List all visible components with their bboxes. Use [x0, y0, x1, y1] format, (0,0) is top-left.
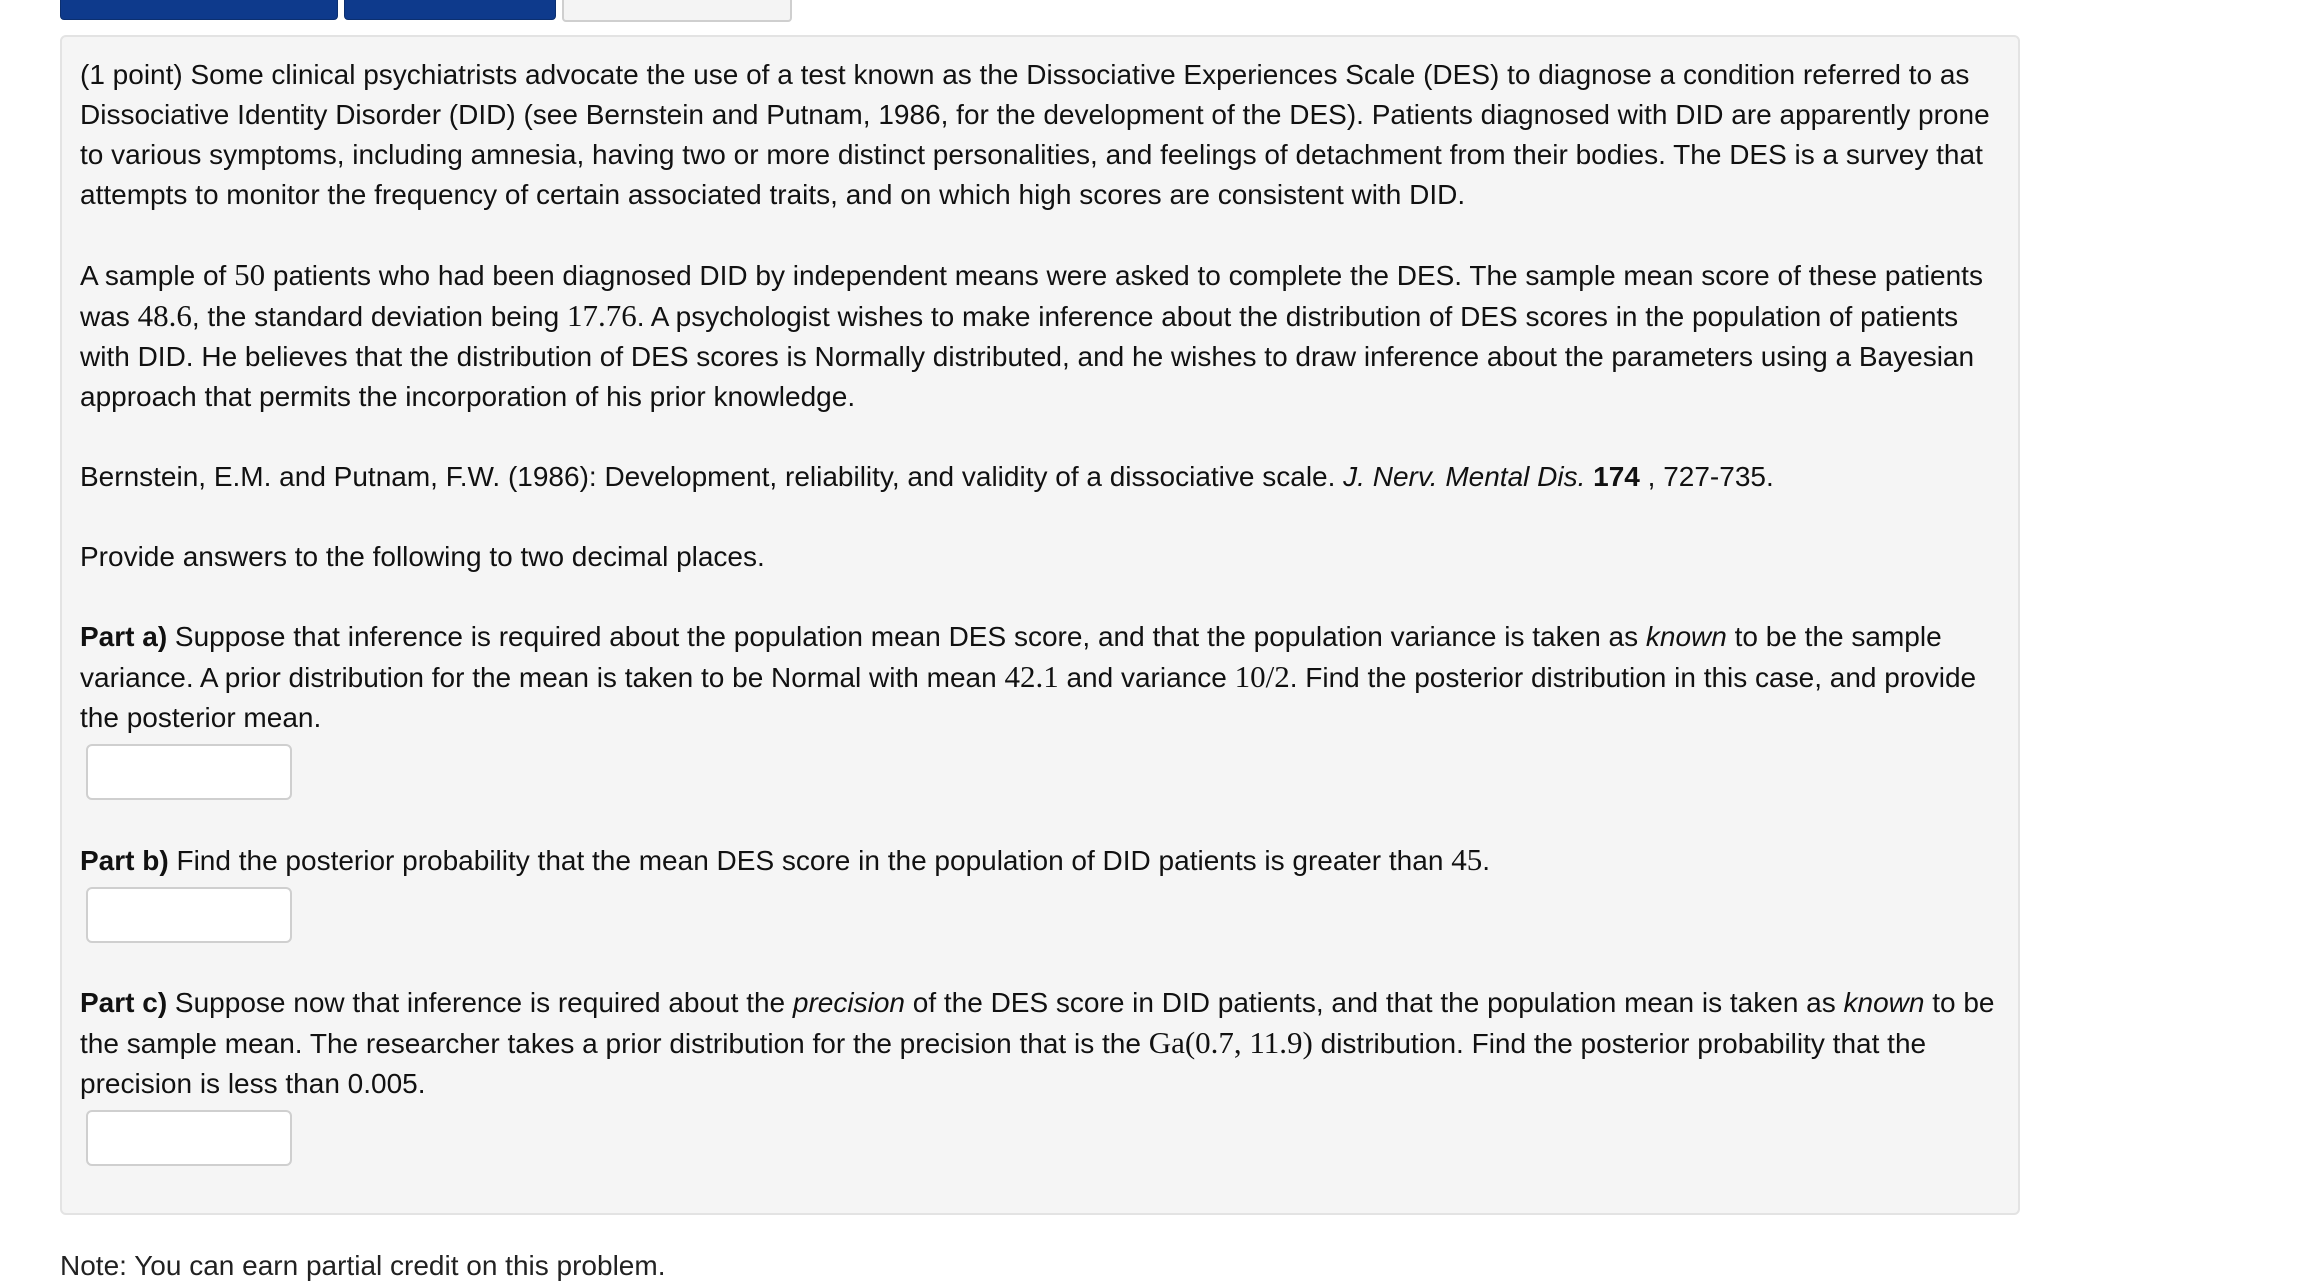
sample-size: 50 — [234, 257, 266, 292]
sample-paragraph — [80, 255, 2000, 417]
part-a-prior-variance: 10/2 — [1234, 659, 1290, 694]
reference-volume: 174 — [1593, 461, 1640, 492]
part-c-precision: precision — [792, 987, 905, 1018]
sample-sd: 17.76 — [566, 298, 637, 333]
part-c-label: Part c) — [80, 987, 168, 1018]
part-a-text-2: to be the sample variance. A prior distribution for the mean is taken to be Normal with mean — [80, 621, 1942, 693]
part-c-text-4: distribution. Find the posterior probability that the precision is less than 0.005. — [80, 1028, 1927, 1099]
intro-paragraph — [80, 55, 2000, 215]
part-a-text-4: . Find the posterior distribution in this case, and provide the posterior mean. — [80, 662, 1977, 733]
part-c-known: known — [1843, 987, 1925, 1018]
reference-paragraph — [80, 457, 2000, 497]
reference-journal: J. Nerv. Mental Dis. — [1343, 461, 1586, 492]
part-b-text-1: Find the posterior probability that the mean DES score in the population of DID patients is greater than — [168, 845, 1452, 876]
sample-text-1: A sample of — [80, 260, 235, 291]
part-a-text-1: Suppose that inference is required about the population mean DES score, and that the population variance is taken as — [167, 621, 1646, 652]
reference-authors: Bernstein, E.M. and Putnam, F.W. (1986): Development, reliability, and validity of a dissociative scale. — [80, 461, 1344, 492]
top-button-3[interactable] — [562, 0, 792, 22]
sample-text-2: patients who had been diagnosed DID by independent means were asked to complete the DES. The sample mean score of these patients was — [80, 260, 1983, 332]
part-a-prior-mean: 42.1 — [1004, 659, 1059, 694]
partial-credit-note: Note: You can earn partial credit on this problem. — [60, 1250, 666, 1281]
sample-text-3: , the standard deviation being — [191, 301, 567, 332]
part-a-label: Part a) — [80, 621, 168, 652]
part-c-question — [80, 983, 2000, 1104]
top-button-1[interactable] — [60, 0, 338, 20]
part-b-answer-input[interactable] — [86, 887, 292, 943]
instructions-text: Provide answers to the following to two decimal places. — [80, 541, 765, 572]
part-c-prior-distribution: Ga(0.7, 11.9) — [1148, 1025, 1313, 1060]
reference-pages: , 727-735. — [1639, 461, 1774, 492]
part-b-label: Part b) — [80, 845, 169, 876]
instructions — [80, 537, 2000, 577]
sample-mean: 48.6 — [137, 298, 192, 333]
part-c-answer-input[interactable] — [86, 1110, 292, 1166]
part-b-question — [80, 840, 2000, 881]
top-button-2[interactable] — [344, 0, 556, 20]
part-a-question — [80, 617, 2000, 738]
intro-text: (1 point) Some clinical psychiatrists advocate the use of a test known as the Dissociative Experiences Scale (DES) to diagnose a condition referred to as Dissociative Identity Disorder (DID) (see Bernstein and Putnam, 1986, for the development of the DES). Patients diagnosed with DID are apparently prone to various symptoms, including amnesia, having two or more distinct personalities, and feelings of detachment from their bodies. The DES is a survey that attempts to monitor the frequency of certain associated traits, and on which high scores are consistent with DID. — [80, 59, 1990, 210]
part-a-answer-input[interactable] — [86, 744, 292, 800]
part-a-known: known — [1645, 621, 1727, 652]
part-c-text-3: to be the sample mean. The researcher takes a prior distribution for the precision that is the — [80, 987, 1995, 1059]
part-b-threshold: 45 — [1451, 842, 1483, 877]
part-c-text-1: Suppose now that inference is required about the — [167, 987, 793, 1018]
problem-body — [60, 35, 2020, 1215]
sample-text-4: . A psychologist wishes to make inference about the distribution of DES scores in the population of patients with DID. He believes that the distribution of DES scores is Normally distributed, and he wishes to draw inference about the parameters using a Bayesian approach that permits the incorporation of his prior knowledge. — [80, 301, 1975, 412]
part-a-text-3: and variance — [1058, 662, 1235, 693]
part-b-text-2: . — [1482, 845, 1490, 876]
part-c-text-2: of the DES score in DID patients, and that the population mean is taken as — [904, 987, 1844, 1018]
